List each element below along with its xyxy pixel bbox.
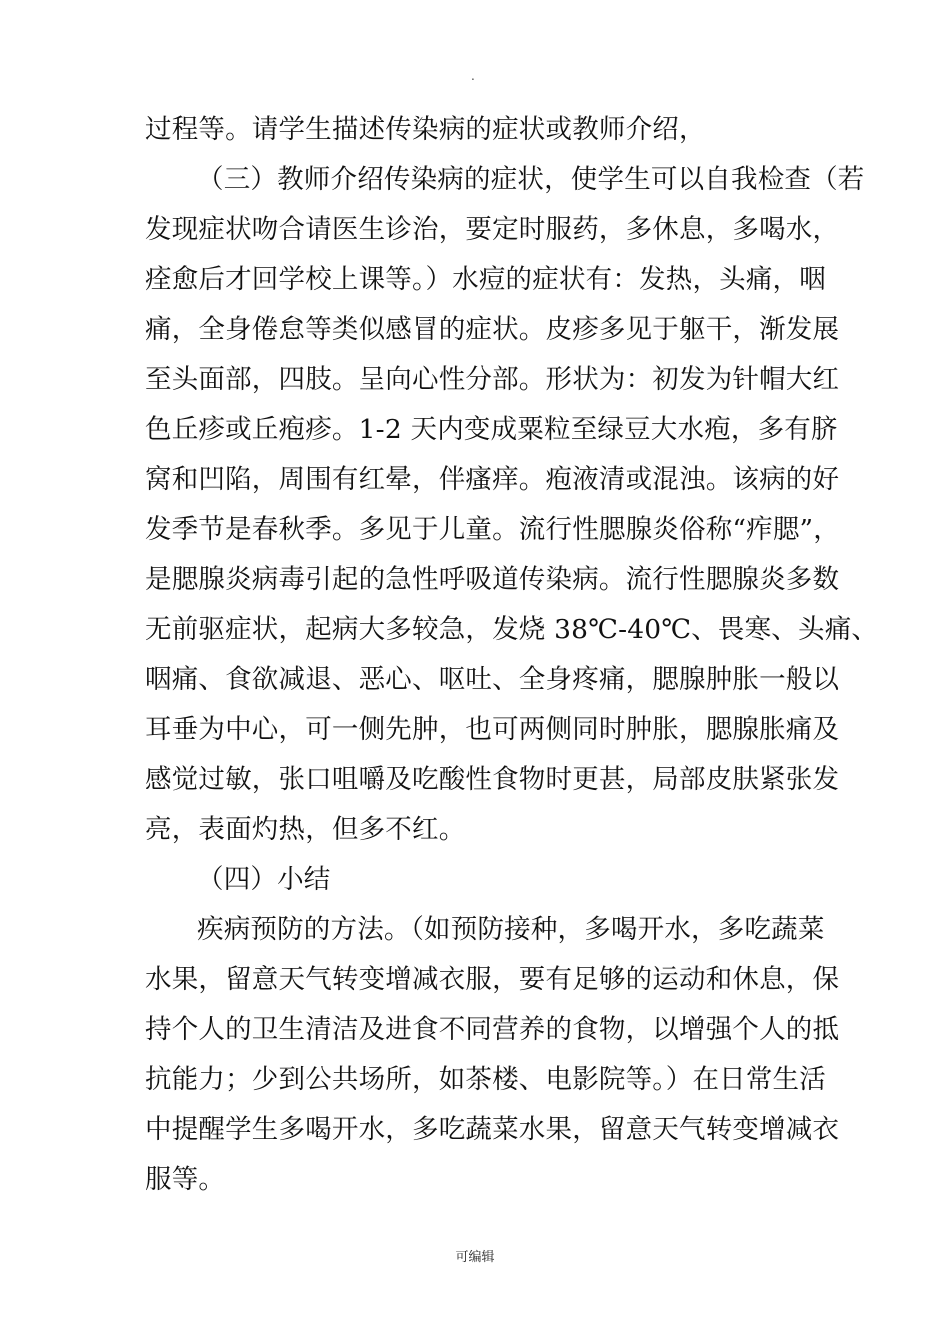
section-heading-4: （四）小结: [197, 864, 331, 895]
text-line: 色丘疹或丘疱疹。1-2 天内变成粟粒至绿豆大水疱，多有脐: [145, 414, 838, 445]
text-line: 疾病预防的方法。（如预防接种，多喝开水，多吃蔬菜: [197, 914, 825, 945]
text-line: 过程等。请学生描述传染病的症状或教师介绍，: [145, 114, 706, 145]
text-line: 窝和凹陷，周围有红晕，伴瘙痒。疱液清或混浊。该病的好: [145, 464, 840, 495]
header-dot: .: [471, 69, 475, 83]
text-line: 是腮腺炎病毒引起的急性呼吸道传染病。流行性腮腺炎多数: [145, 564, 840, 595]
footer-label: 可编辑: [455, 1250, 495, 1265]
text-line: 服等。: [145, 1164, 226, 1195]
text-line: 无前驱症状，起病大多较急，发烧 38℃-40℃、畏寒、头痛、: [145, 614, 879, 645]
text-line: 耳垂为中心，可一侧先肿，也可两侧同时肿胀，腮腺胀痛及: [145, 714, 840, 745]
text-line: 痛，全身倦怠等类似感冒的症状。皮疹多见于躯干，渐发展: [145, 314, 840, 345]
text-line: 水果，留意天气转变增减衣服，要有足够的运动和休息，保: [145, 964, 840, 995]
text-line: 咽痛、食欲减退、恶心、呕吐、全身疼痛，腮腺肿胀一般以: [145, 664, 840, 695]
text-line: 发现症状吻合请医生诊治，要定时服药，多休息，多喝水，: [145, 214, 840, 245]
text-line: 亮，表面灼热，但多不红。: [145, 814, 466, 845]
text-line: 痊愈后才回学校上课等。）水痘的症状有：发热，头痛，咽: [145, 264, 826, 295]
text-line: 抗能力；少到公共场所，如茶楼、电影院等。）在日常生活: [145, 1064, 826, 1095]
text-line: 感觉过敏，张口咀嚼及吃酸性食物时更甚，局部皮肤紧张发: [145, 764, 840, 795]
text-line: 发季节是春秋季。多见于儿童。流行性腮腺炎俗称“痄腮”，: [145, 514, 840, 545]
text-line: 中提醒学生多喝开水，多吃蔬菜水果，留意天气转变增减衣: [145, 1114, 840, 1145]
text-line: 持个人的卫生清洁及进食不同营养的食物，以增强个人的抵: [145, 1014, 840, 1045]
text-line: 至头面部，四肢。呈向心性分部。形状为：初发为针帽大红: [145, 364, 840, 395]
section-heading-3: （三）教师介绍传染病的症状，使学生可以自我检查（若: [197, 164, 865, 195]
